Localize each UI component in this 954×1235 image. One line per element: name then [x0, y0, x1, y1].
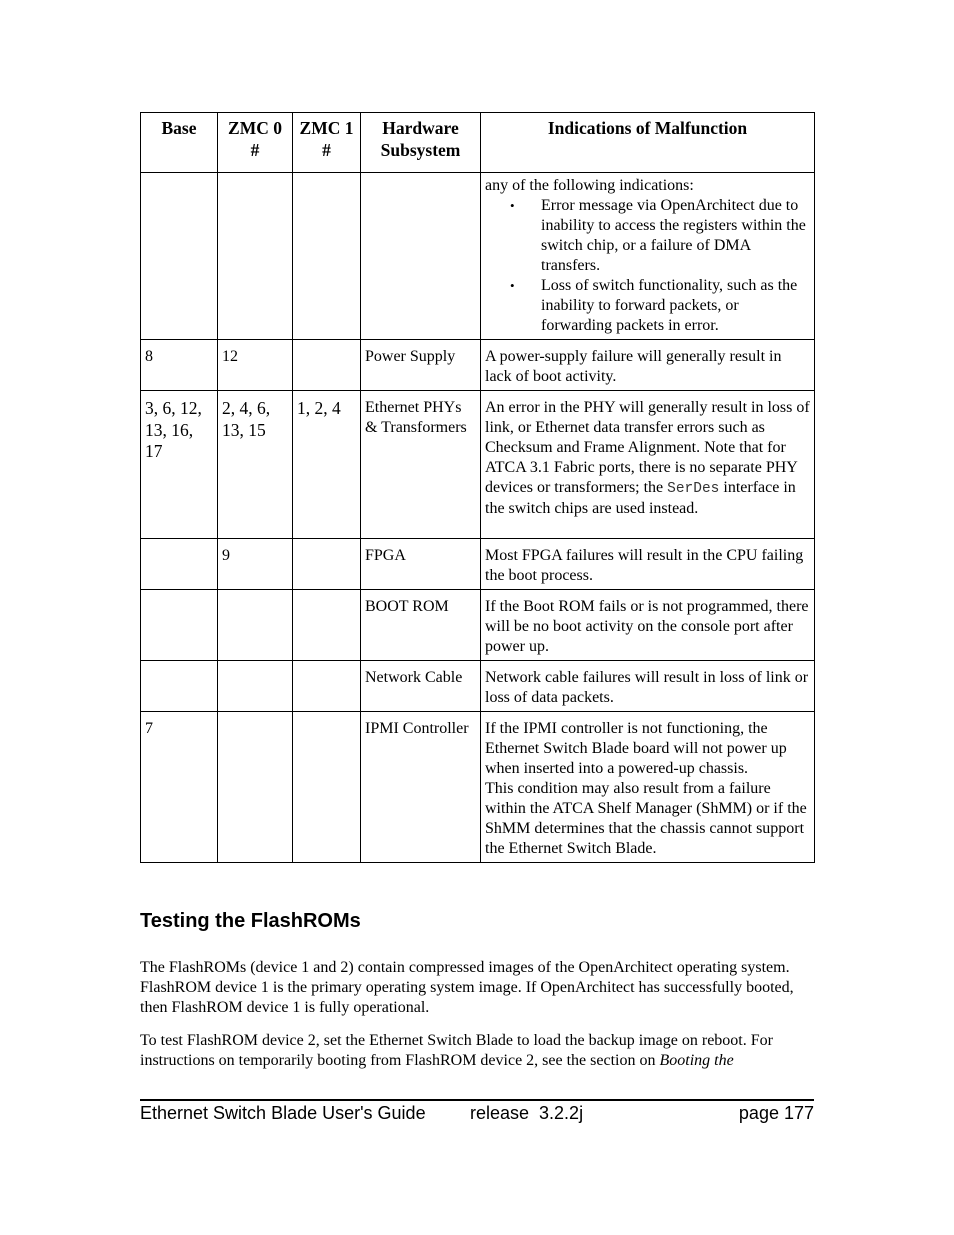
cell-indication: Network cable failures will result in loss of link or loss of data packets. — [481, 661, 815, 712]
cell-subsystem: Network Cable — [361, 661, 481, 712]
cell-indication: If the Boot ROM fails or is not programmed, there will be no boot activity on the console port after power up. — [481, 590, 815, 661]
cell-base: 7 — [141, 712, 218, 863]
table-row — [141, 661, 815, 712]
cell-zmc0 — [218, 661, 293, 712]
bullet-icon: • — [510, 278, 515, 293]
table-row — [141, 173, 815, 340]
cell-zmc0 — [218, 590, 293, 661]
bullet-icon: • — [510, 198, 515, 213]
cell-subsystem: IPMI Controller — [361, 712, 481, 863]
paragraph-text: To test FlashROM device 2, set the Ethernet Switch Blade to load the backup image on reboot. For instructions on temporarily booting from FlashROM device 2, see the section on — [140, 1032, 773, 1069]
header-base: Base — [141, 113, 218, 173]
section-heading: Testing the FlashROMs — [140, 910, 361, 932]
table-header-row — [141, 113, 815, 173]
cell-base: 3, 6, 12, 13, 16, 17 — [141, 391, 218, 539]
cell-base — [141, 590, 218, 661]
table-row — [141, 340, 815, 391]
indication-text-2: This condition may also result from a failure within the ATCA Shelf Manager (ShMM) or if the ShMM determines that the chassis cannot support the Ethernet Switch Blade. — [485, 780, 807, 857]
cell-subsystem — [361, 173, 481, 340]
list-item — [510, 276, 810, 336]
body-paragraph: The FlashROMs (device 1 and 2) contain compressed images of the OpenArchitect operating system. FlashROM device 1 is the primary operating system image. If OpenArchitect has successfully booted, then FlashROM device 1 is fully operational. — [140, 959, 794, 1016]
header-zmc1: ZMC 1 # — [293, 113, 361, 173]
header-indications: Indications of Malfunction — [481, 113, 815, 173]
malfunction-table — [140, 112, 815, 863]
bullet-text: Error message via OpenArchitect due to inability to access the registers within the switch chip, or a failure of DMA transfers. — [541, 197, 806, 274]
table-row — [141, 590, 815, 661]
cell-base — [141, 661, 218, 712]
cell-subsystem: FPGA — [361, 539, 481, 590]
indication-text-end: interface in the switch chips are used instead. — [485, 479, 796, 517]
indication-intro: any of the following indications: — [485, 177, 694, 194]
cell-subsystem: BOOT ROM — [361, 590, 481, 661]
cell-zmc1: 1, 2, 4 — [293, 391, 361, 539]
cell-zmc1 — [293, 661, 361, 712]
footer-release: release 3.2.2j — [470, 1103, 584, 1123]
cell-indication — [481, 712, 815, 863]
cell-zmc1 — [293, 590, 361, 661]
table-row — [141, 391, 815, 539]
cell-zmc0: 9 — [218, 539, 293, 590]
cell-subsystem: Ethernet PHYs & Transformers — [361, 391, 481, 539]
cell-subsystem: Power Supply — [361, 340, 481, 391]
cross-reference: Booting the — [659, 1052, 734, 1069]
cell-indication: A power-supply failure will generally result in lack of boot activity. — [481, 340, 815, 391]
indication-bullet-list — [485, 196, 810, 336]
cell-base: 8 — [141, 340, 218, 391]
table-row — [141, 712, 815, 863]
header-zmc0: ZMC 0 # — [218, 113, 293, 173]
table-row — [141, 539, 815, 590]
cell-indication — [481, 391, 815, 539]
indication-text: An error in the PHY will generally result in loss of link, or Ethernet data transfer errors such as Checksum and Frame Alignment. Note that for ATCA 3.1 Fabric ports, there is no separate PHY devices or transformers; the — [485, 399, 810, 496]
cell-base — [141, 539, 218, 590]
cell-zmc1 — [293, 173, 361, 340]
serdes-code: SerDes — [667, 481, 720, 497]
cell-indication — [481, 173, 815, 340]
body-paragraph-2 — [140, 1031, 814, 1071]
cell-zmc0 — [218, 173, 293, 340]
cell-zmc1 — [293, 539, 361, 590]
cell-base — [141, 173, 218, 340]
list-item — [510, 196, 810, 276]
footer-title: Ethernet Switch Blade User's Guide — [140, 1103, 426, 1123]
cell-zmc1 — [293, 340, 361, 391]
footer-page-number: page 177 — [738, 1103, 814, 1123]
cell-indication: Most FPGA failures will result in the CPU failing the boot process. — [481, 539, 815, 590]
cell-zmc0: 12 — [218, 340, 293, 391]
indication-text: If the IPMI controller is not functioning, the Ethernet Switch Blade board will not power up when inserted into a powered-up chassis. — [485, 720, 787, 777]
header-hardware-subsystem: Hardware Subsystem — [361, 113, 481, 173]
cell-zmc0: 2, 4, 6, 13, 15 — [218, 391, 293, 539]
bullet-text: Loss of switch functionality, such as the inability to forward packets, or forwarding packets in error. — [541, 277, 798, 334]
cell-zmc1 — [293, 712, 361, 863]
cell-zmc0 — [218, 712, 293, 863]
